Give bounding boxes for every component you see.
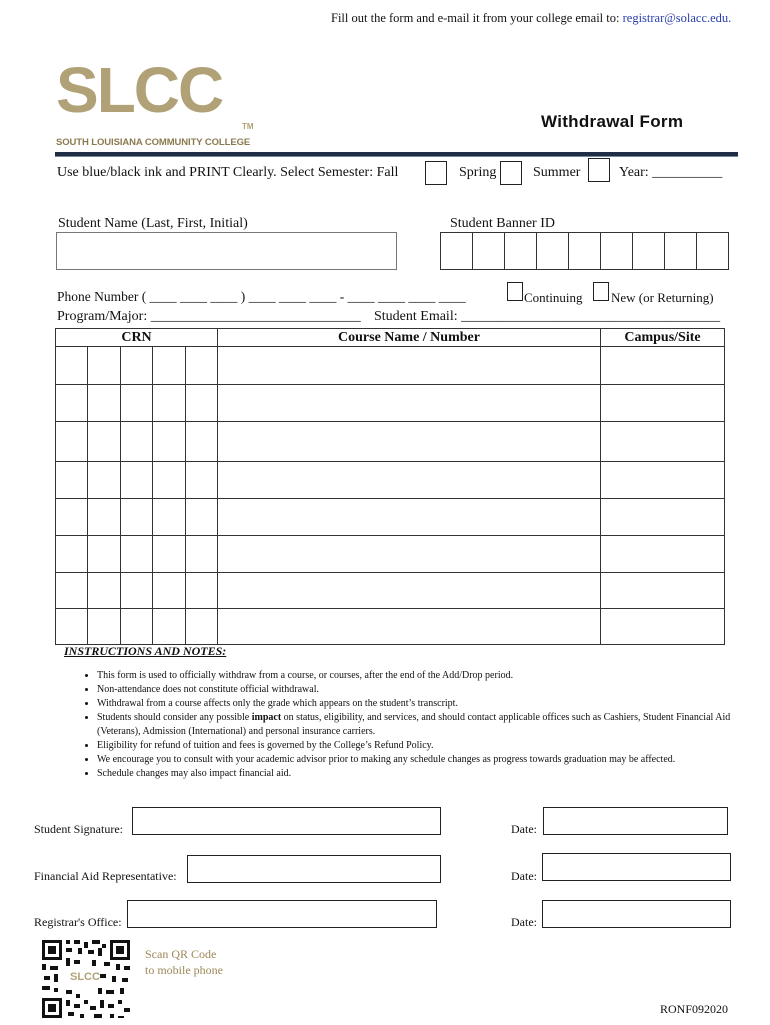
course-name-cell[interactable] (218, 573, 601, 609)
semester-intro: Use blue/black ink and PRINT Clearly. Select Semester: Fall (57, 165, 399, 180)
campus-site-header: Campus/Site (601, 329, 725, 347)
banner-id-input[interactable] (440, 232, 729, 270)
qr-logo-label: SLCC (70, 971, 100, 983)
logo-subtitle: SOUTH LOUISIANA COMMUNITY COLLEGE (56, 137, 251, 148)
qr-caption-line1: Scan QR Code (145, 947, 217, 961)
list-item: • Students should consider any possible impact on status, eligibility, and services, and should contact applicable offices such as Cashiers, Student Financial Aid (Veterans), Admission (International) and personal insurance carriers. (97, 711, 734, 739)
crn-cell[interactable] (56, 462, 218, 499)
banner-id-cell[interactable] (441, 233, 473, 269)
table-row (56, 385, 725, 422)
spring-checkbox[interactable] (500, 161, 522, 185)
banner-id-cell[interactable] (665, 233, 697, 269)
campus-site-cell[interactable] (601, 499, 725, 536)
student-name-label: Student Name (Last, First, Initial) (58, 216, 248, 231)
impact-emphasis: impact (251, 712, 282, 723)
fall-checkbox[interactable] (425, 161, 447, 185)
financial-aid-date-label: Date: (511, 869, 537, 883)
campus-site-cell[interactable] (601, 609, 725, 645)
crn-header: CRN (56, 329, 218, 347)
table-row (56, 573, 725, 609)
banner-id-cell[interactable] (537, 233, 569, 269)
course-name-cell[interactable] (218, 347, 601, 385)
registrar-date-input[interactable] (542, 900, 731, 928)
instructions-heading: INSTRUCTIONS AND NOTES: (64, 644, 227, 658)
crn-cell[interactable] (56, 499, 218, 536)
year-field[interactable]: Year: __________ (619, 165, 723, 180)
campus-site-cell[interactable] (601, 573, 725, 609)
course-name-header: Course Name / Number (218, 329, 601, 347)
table-row (56, 347, 725, 385)
banner-id-cell[interactable] (473, 233, 505, 269)
qr-caption-line2: to mobile phone (145, 963, 223, 977)
campus-site-cell[interactable] (601, 422, 725, 462)
course-name-cell[interactable] (218, 462, 601, 499)
phone-number-field[interactable]: Phone Number ( ____ ____ ____ ) ____ ____ ____ - ____ ____ ____ ____ (57, 289, 466, 304)
student-name-input[interactable] (56, 232, 397, 270)
crn-cell[interactable] (56, 573, 218, 609)
registrar-date-label: Date: (511, 915, 537, 929)
instructions-list (64, 669, 734, 781)
list-item: • Non-attendance does not constitute official withdrawal. (97, 683, 734, 697)
new-returning-checkbox[interactable] (593, 282, 609, 301)
continuing-label: Continuing (524, 290, 583, 305)
financial-aid-label: Financial Aid Representative: (34, 869, 177, 883)
logo-mark: SLCC (56, 54, 223, 126)
banner-id-cell[interactable] (505, 233, 537, 269)
banner-id-cell[interactable] (633, 233, 665, 269)
banner-id-cell[interactable] (601, 233, 633, 269)
financial-aid-signature-input[interactable] (187, 855, 441, 883)
list-item: • Withdrawal from a course affects only the grade which appears on the student’s transcript. (97, 697, 734, 711)
student-email-field[interactable]: Student Email: _____________________________________ (374, 309, 721, 324)
student-date-input[interactable] (543, 807, 728, 835)
campus-site-cell[interactable] (601, 385, 725, 422)
crn-cell[interactable] (56, 422, 218, 462)
header-note-text: Fill out the form and e-mail it from your college email to: (331, 11, 620, 25)
form-code: RONF092020 (660, 1002, 729, 1016)
instructions-section (64, 644, 734, 781)
table-row (56, 499, 725, 536)
new-returning-label: New (or Returning) (611, 290, 714, 305)
course-name-cell[interactable] (218, 422, 601, 462)
financial-aid-date-input[interactable] (542, 853, 731, 881)
registrar-signature-input[interactable] (127, 900, 437, 928)
header-note (331, 11, 731, 26)
logo-trademark: TM (242, 122, 254, 131)
table-row (56, 422, 725, 462)
course-name-cell[interactable] (218, 385, 601, 422)
banner-id-label: Student Banner ID (450, 216, 555, 231)
continuing-checkbox[interactable] (507, 282, 523, 301)
qr-code-icon (40, 938, 132, 1020)
table-row (56, 609, 725, 645)
student-date-label: Date: (511, 822, 537, 836)
crn-cell[interactable] (56, 609, 218, 645)
banner-id-cell[interactable] (569, 233, 601, 269)
table-header-row (56, 329, 725, 347)
course-table (55, 328, 725, 645)
registrar-email-link[interactable]: registrar@solacc.edu. (622, 11, 732, 25)
table-row (56, 536, 725, 573)
campus-site-cell[interactable] (601, 462, 725, 499)
qr-caption (145, 946, 223, 978)
crn-cell[interactable] (56, 385, 218, 422)
list-item: • Schedule changes may also impact financial aid. (97, 767, 734, 781)
crn-cell[interactable] (56, 347, 218, 385)
table-row (56, 462, 725, 499)
slcc-logo (56, 54, 256, 150)
list-item: • Eligibility for refund of tuition and fees is governed by the College’s Refund Policy. (97, 739, 734, 753)
list-item: • This form is used to officially withdraw from a course, or courses, after the end of the Add/Drop period. (97, 669, 734, 683)
banner-id-cell[interactable] (697, 233, 728, 269)
registrar-label: Registrar's Office: (34, 915, 122, 929)
title-divider (55, 152, 738, 156)
student-signature-input[interactable] (132, 807, 441, 835)
crn-cell[interactable] (56, 536, 218, 573)
list-item: • We encourage you to consult with your academic advisor prior to making any schedule changes as progress towards graduation may be affected. (97, 753, 734, 767)
course-name-cell[interactable] (218, 499, 601, 536)
student-signature-label: Student Signature: (34, 822, 123, 836)
course-name-cell[interactable] (218, 609, 601, 645)
course-name-cell[interactable] (218, 536, 601, 573)
summer-label: Summer (533, 165, 581, 180)
campus-site-cell[interactable] (601, 347, 725, 385)
summer-checkbox[interactable] (588, 158, 610, 182)
form-title: Withdrawal Form (541, 112, 684, 131)
campus-site-cell[interactable] (601, 536, 725, 573)
spring-label: Spring (459, 165, 497, 180)
program-major-field[interactable]: Program/Major: ______________________________ (57, 309, 361, 324)
